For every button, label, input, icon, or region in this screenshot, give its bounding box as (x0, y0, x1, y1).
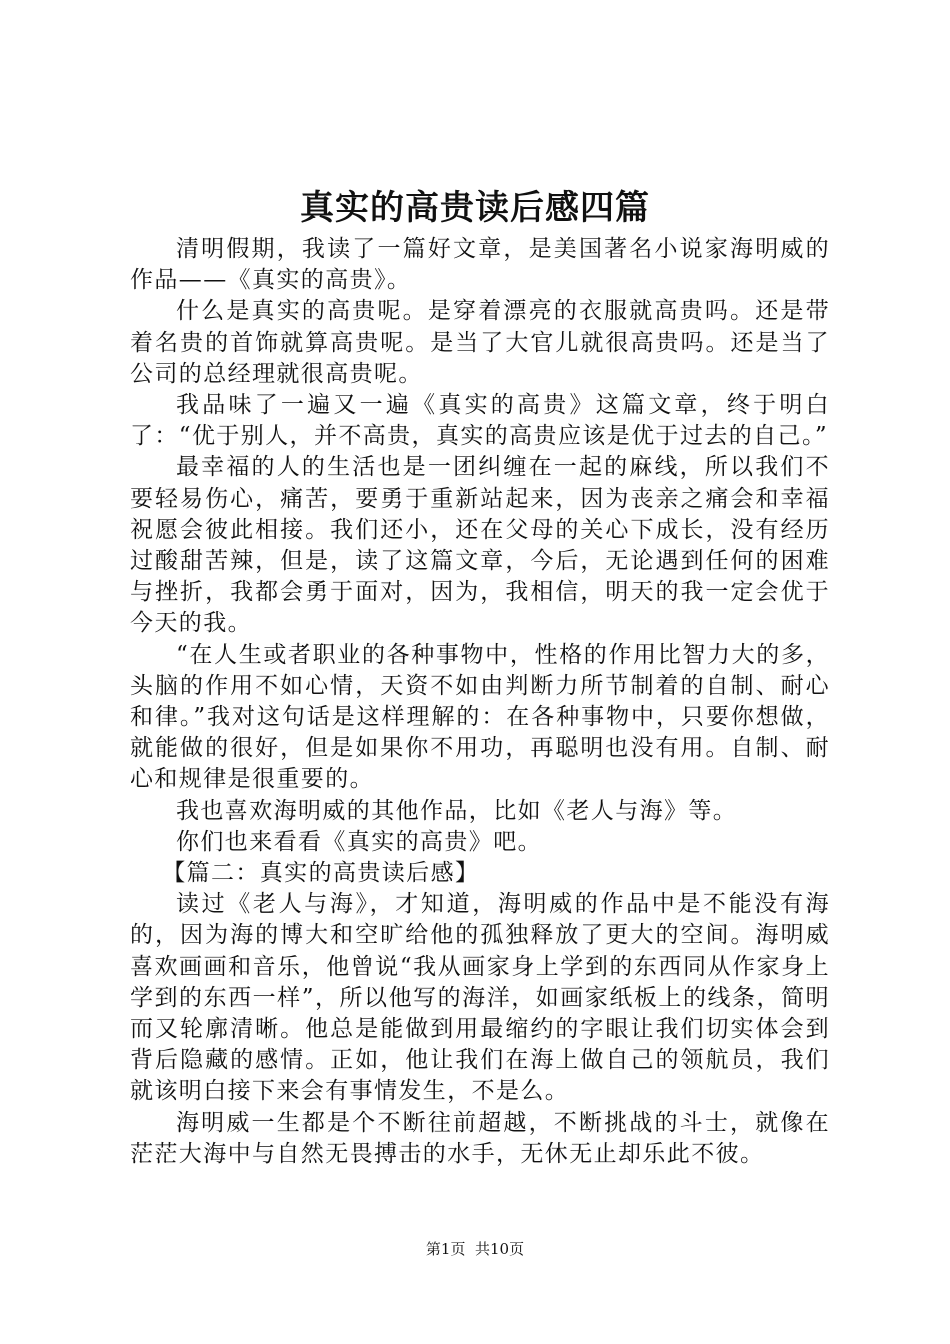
paragraph-7: 你们也来看看《真实的高贵》吧。 (176, 828, 542, 855)
page-footer (0, 1239, 950, 1259)
page-number-label: 第1页 共10页 (425, 1240, 525, 1258)
paragraph-6: 我也喜欢海明威的其他作品，比如《老人与海》等。 (176, 797, 738, 824)
paragraph-4: 最幸福的人的生活也是一团纠缠在一起的麻线，所以我们不要轻易伤心，痛苦，要勇于重新站起来，因为丧亲之痛会和幸福祝愿会彼此相接。我们还小，还在父母的关心下成长，没有经历过酸甜苦辣，但是，读了这篇文章，今后，无论遇到任何的困难与挫折，我都会勇于面对，因为，我相信，明天的我一定会优于今天的我。 (130, 454, 830, 637)
paragraph-5-quote: “在人生或者职业的各种事物中，性格的作用比智力大的多，头脑的作用不如心情，天资不如由判断力所节制着的自制、耐心和律。”我对这句话是这样理解的：在各种事物中，只要你想做，就能做的很好，但是如果你不用功，再聪明也没有用。自制、耐心和规律是很重要的。 (130, 641, 830, 793)
section-heading-part-two: 【篇二：真实的高贵读后感】 (162, 860, 480, 887)
paragraph-9: 读过《老人与海》，才知道，海明威的作品中是不能没有海的，因为海的博大和空旷给他的孤独释放了更大的空间。海明威喜欢画画和音乐，他曾说“我从画家身上学到的东西同从作家身上学到的东西一样”，所以他写的海洋，如画家纸板上的线条，简明而又轮廓清晰。他总是能做到用最缩约的字眼让我们切实体会到背后隐藏的感情。正如，他让我们在海上做自己的领航员，我们就该明白接下来会有事情发生，不是么。 (130, 891, 830, 1105)
paragraph-2: 什么是真实的高贵呢。是穿着漂亮的衣服就高贵吗。还是带着名贵的首饰就算高贵呢。是当了大官儿就很高贵吗。还是当了公司的总经理就很高贵呢。 (130, 298, 830, 387)
paragraph-3: 我品味了一遍又一遍《真实的高贵》这篇文章，终于明白了：“优于别人，并不高贵，真实的高贵应该是优于过去的自己。” (130, 392, 830, 450)
paragraph-10: 海明威一生都是个不断往前超越，不断挑战的斗士，就像在茫茫大海中与自然无畏搏击的水手，无休无止却乐此不彼。 (130, 1109, 830, 1167)
document-title: 真实的高贵读后感四篇 (300, 188, 650, 228)
document-body (130, 234, 830, 1170)
paragraph-1: 清明假期，我读了一篇好文章，是美国著名小说家海明威的作品——《真实的高贵》。 (130, 236, 830, 294)
